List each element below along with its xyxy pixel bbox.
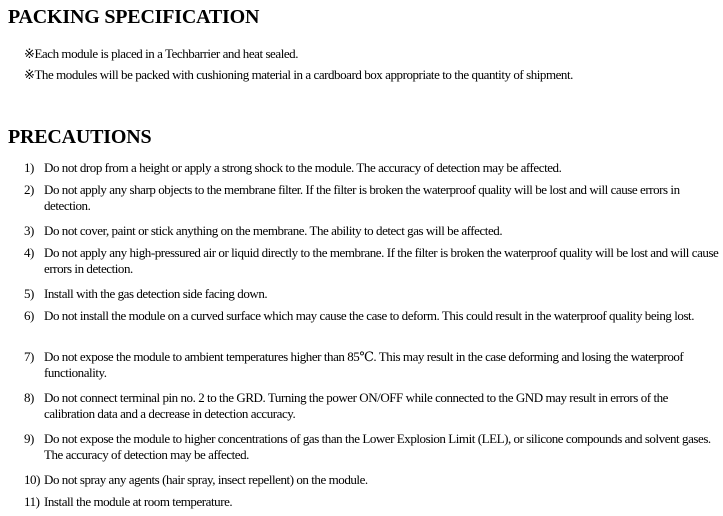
packing-note: ※Each module is placed in a Techbarrier and heat sealed. — [24, 46, 299, 61]
precaution-text: Do not drop from a height or apply a strong shock to the module. The accuracy of detection may be affected. — [44, 160, 562, 175]
precaution-text: Do not cover, paint or stick anything on the membrane. The ability to detect gas will be affected. — [44, 223, 503, 238]
precaution-number: 4) — [24, 245, 34, 260]
precaution-item — [0, 431, 723, 472]
precaution-item — [0, 472, 723, 494]
precaution-item — [0, 286, 723, 308]
precaution-text: Do not apply any sharp objects to the membrane filter. If the filter is broken the waterproof quality will be lost and will cause errors in detection. — [44, 182, 680, 213]
precaution-number: 1) — [24, 160, 34, 175]
precaution-number: 5) — [24, 286, 34, 301]
precaution-number: 6) — [24, 308, 34, 323]
precaution-text: Install the module at room temperature. — [44, 494, 233, 509]
precaution-text: Do not apply any high-pressured air or liquid directly to the membrane. If the filter is broken the waterproof quality will be lost and will cause errors in detection. — [44, 245, 719, 276]
precaution-text: Install with the gas detection side facing down. — [44, 286, 268, 301]
precaution-text: Do not connect terminal pin no. 2 to the GRD. Turning the power ON/OFF while connected to the GND may result in errors of the calibration data and a decrease in detection accuracy. — [44, 390, 668, 421]
precaution-item — [0, 494, 723, 516]
precautions-heading: PRECAUTIONS — [8, 126, 152, 148]
precaution-number: 7) — [24, 349, 34, 364]
precaution-number: 3) — [24, 223, 34, 238]
precaution-item — [0, 223, 723, 245]
precaution-number: 8) — [24, 390, 34, 405]
precaution-item — [0, 160, 723, 182]
precaution-text: Do not install the module on a curved surface which may cause the case to deform. This could result in the waterproof quality being lost. — [44, 308, 695, 323]
precautions-list — [0, 160, 723, 516]
precaution-number: 11) — [24, 494, 40, 509]
precaution-text: Do not expose the module to ambient temperatures higher than 85℃. This may result in the case deforming and losing the waterproof functionality. — [44, 349, 684, 380]
precaution-number: 2) — [24, 182, 34, 197]
packing-specification-heading: PACKING SPECIFICATION — [8, 6, 260, 28]
precaution-text: Do not expose the module to higher concentrations of gas than the Lower Explosion Limit (LEL), or silicone compounds and solvent gases. The accuracy of detection may be affected. — [44, 431, 711, 462]
precaution-item — [0, 390, 723, 431]
precaution-text: Do not spray any agents (hair spray, insect repellent) on the module. — [44, 472, 368, 487]
precaution-item — [0, 182, 723, 223]
precaution-item — [0, 308, 723, 349]
precaution-item — [0, 349, 723, 390]
packing-note: ※The modules will be packed with cushioning material in a cardboard box appropriate to the quantity of shipment. — [24, 67, 573, 82]
precaution-number: 9) — [24, 431, 34, 446]
precaution-number: 10) — [24, 472, 40, 487]
precaution-item — [0, 245, 723, 286]
